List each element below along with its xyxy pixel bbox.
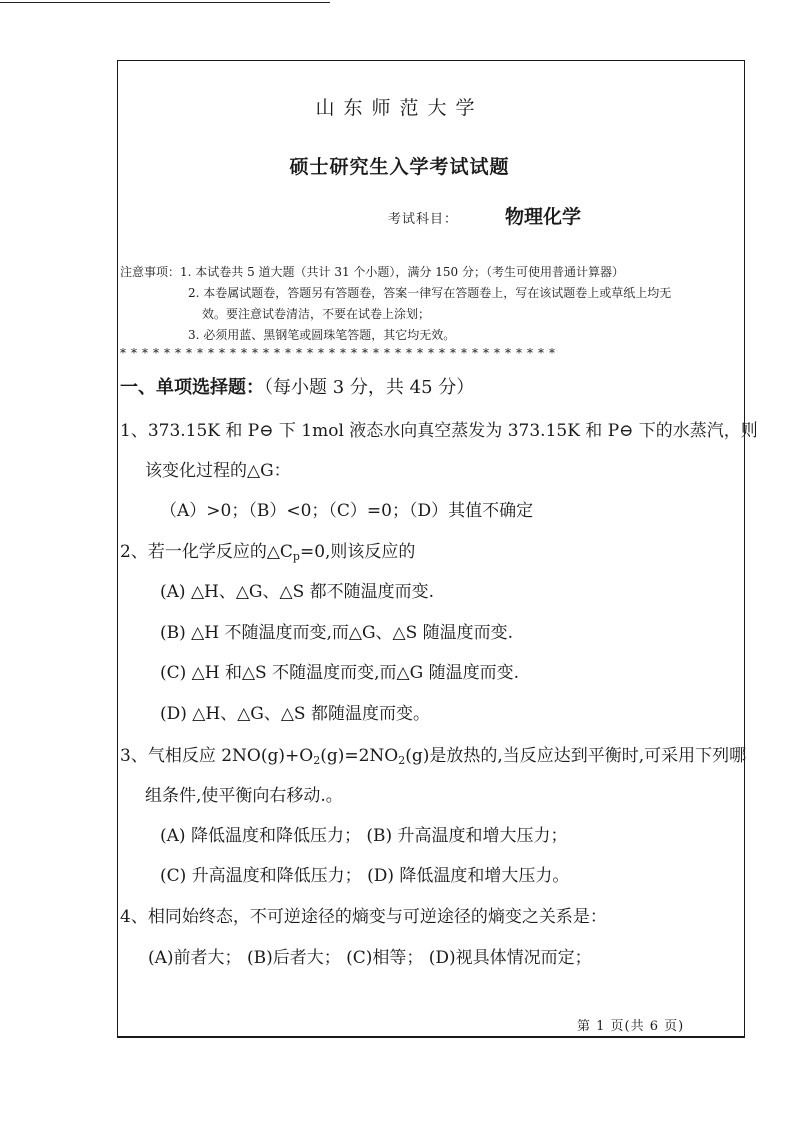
q2-stem-pre: 2、若一化学反应的△C [120,542,293,562]
star-divider: **************************************** [120,346,560,360]
q1-options: （A）>0；（B）<0；（C）=0；（D）其值不确定 [160,501,534,521]
top-rule [0,2,330,3]
exam-title: 硕士研究生入学考试试题 [289,156,510,178]
notice-line-1: 注意事项：1. 本试卷共 5 道大题（共计 31 个小题），满分 150 分；（考生可使用普通计算器） [120,265,624,279]
q4-options: (A)前者大； (B)后者大； (C)相等； (D)视具体情况而定； [148,948,592,968]
q3-line-2: 组条件,使平衡向右移动.。 [145,786,343,806]
notice-line-2: 2. 本卷属试题卷，答题另有答题卷，答案一律写在答题卷上，写在该试题卷上或草纸上均无 [188,286,672,300]
q2-stem-post: =0,则该反应的 [299,542,416,562]
q3-stem-sub-2: 2 [398,754,406,767]
section-note: （每小题 3 分，共 45 分） [264,377,475,398]
subject-value: 物理化学 [505,206,582,228]
q2-stem-sub: p [292,550,300,563]
q2-option-a: (A) △H、△G、△S 都不随温度而变. [160,582,435,602]
q3-stem-part-2: (g)=2NO [320,746,399,766]
subject-label: 考试科目： [388,212,459,227]
q3-stem-part-1: 3、气相反应 2NO(g)+O [120,746,314,766]
q3-options-cd: (C) 升高温度和降低压力； (D) 降低温度和增大压力。 [160,866,570,886]
section-heading [120,373,474,399]
q2-option-d: (D) △H、△G、△S 都随温度而变。 [160,704,430,724]
notice-line-4: 3. 必须用蓝、黑钢笔或圆珠笔答题，其它均无效。 [188,328,456,342]
q2-option-b: (B) △H 不随温度而变,而△G、△S 随温度而变. [160,623,514,643]
q3-stem-part-3: (g)是放热的,当反应达到平衡时,可采用下列哪 [405,746,747,766]
q2-option-c: (C) △H 和△S 不随温度而变,而△G 随温度而变. [160,663,519,683]
university-name: 山东师范大学 [315,97,484,119]
q3-options-ab: (A) 降低温度和降低压力； (B) 升高温度和增大压力； [160,826,568,846]
notice-line-3: 效。要注意试卷清洁，不要在试卷上涂划； [202,307,431,321]
q2-stem [120,537,415,562]
q1-line-2: 该变化过程的△G： [145,461,291,481]
q1-line-1: 1、373.15K 和 P⊖ 下 1mol 液态水向真空蒸发为 373.15K 和 P⊖ 下的水蒸汽，则 [120,421,758,441]
page-footer: 第 1 页(共 6 页) [577,1019,685,1034]
q3-stem-sub-1: 2 [313,754,321,767]
section-title: 一、单项选择题： [120,377,264,398]
q4-line-1: 4、相同始终态，不可逆途径的熵变与可逆途径的熵变之关系是： [120,907,607,927]
q3-stem [120,741,746,766]
